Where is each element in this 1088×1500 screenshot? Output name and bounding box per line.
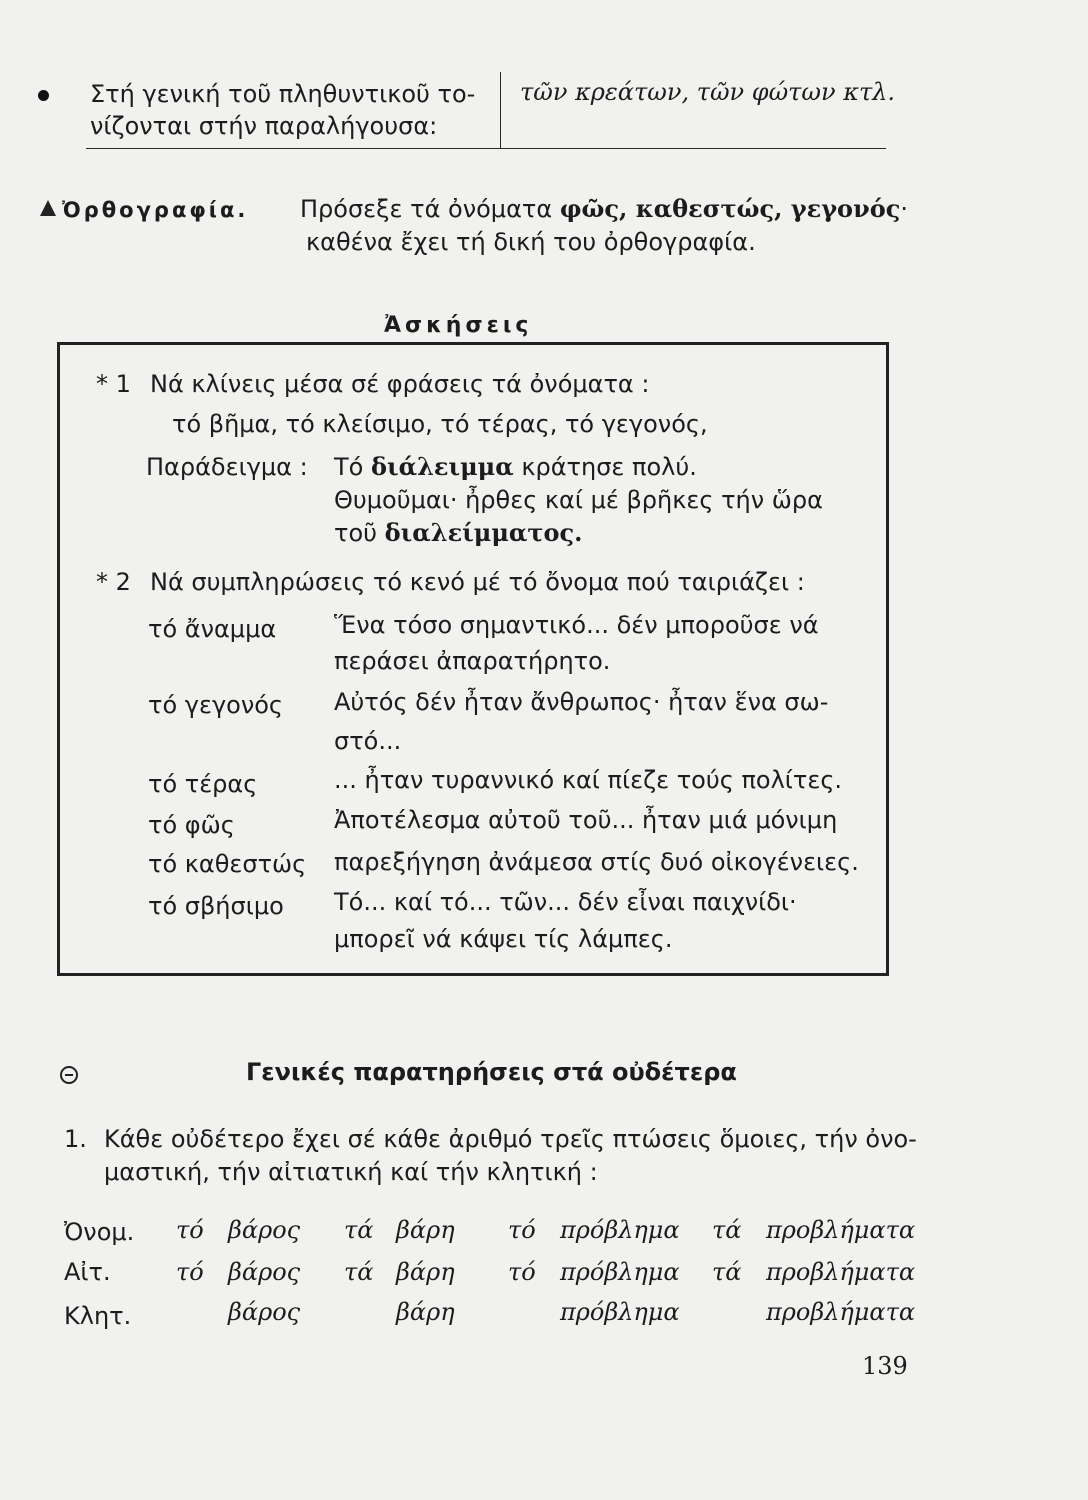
orthography-intro: Πρόσεξε τά ὀνόματα — [300, 195, 553, 223]
top-note-divider — [500, 72, 501, 148]
decl-noun-1-3: πρόβλημα — [560, 1258, 680, 1286]
orthography-line1-end: · — [900, 195, 908, 223]
decl-article-1-2: τά — [344, 1258, 374, 1286]
exercises-title: Ἀσκήσεις — [374, 312, 542, 340]
ex1-example-bold-2: διαλείμματος. — [384, 518, 583, 547]
ex2-text-8: μπορεῖ νά κάψει τίς λάμπες. — [334, 925, 673, 953]
decl-noun-2-4: προβλήματα — [766, 1298, 916, 1326]
bullet-icon — [38, 90, 49, 101]
page-number: 139 — [862, 1352, 908, 1380]
decl-noun-2-3: πρόβλημα — [560, 1298, 680, 1326]
ex1-example-bold: διάλειμμα — [370, 452, 514, 481]
ex2-word-6: τό καθεστώς — [148, 850, 307, 878]
general-p1-number: 1. — [64, 1125, 87, 1153]
decl-noun-0-1: βάρος — [228, 1216, 301, 1244]
ex2-text-6: παρεξήγηση ἀνάμεσα στίς δυό οἰκογένειες. — [334, 848, 859, 876]
ex2-text-4: ... ἦταν τυραννικό καί πίεζε τούς πολίτες. — [334, 766, 843, 794]
decl-noun-1-4: προβλήματα — [766, 1258, 916, 1286]
ex1-instruction: Νά κλίνεις μέσα σέ φράσεις τά ὀνόματα : — [150, 370, 650, 398]
decl-article-1-4: τά — [712, 1258, 742, 1286]
ex2-instruction: Νά συμπληρώσεις τό κενό μέ τό ὄνομα πού ταιριάζει : — [150, 568, 805, 596]
decl-noun-2-1: βάρος — [228, 1298, 301, 1326]
top-note-example: τῶν κρεάτων, τῶν φώτων κτλ. — [520, 78, 896, 106]
orthography-line2: καθένα ἔχει τή δική του ὀρθογραφία. — [306, 228, 756, 256]
ex2-text-1: περάσει ἀπαρατήρητο. — [334, 647, 611, 675]
ex1-example-line3 — [334, 519, 583, 547]
ex2-text-3: στό... — [334, 727, 402, 755]
decl-noun-0-2: βάρη — [396, 1216, 455, 1244]
ex2-word-4: τό τέρας — [148, 770, 258, 798]
ex1-example-line1-pre: Τό — [334, 453, 364, 481]
general-p1-line2: μαστική, τήν αἰτιατική καί τήν κλητική : — [104, 1158, 598, 1186]
decl-noun-0-3: πρόβλημα — [560, 1216, 680, 1244]
top-note-rule — [86, 148, 886, 149]
decl-article-0-1: τό — [176, 1216, 204, 1244]
ex2-word-7: τό σβήσιμο — [148, 892, 284, 920]
ex2-text-2: Αὐτός δέν ἦταν ἄνθρωπος· ἦταν ἕνα σω- — [334, 688, 829, 716]
theta-icon — [60, 1066, 78, 1084]
ex2-word-5: τό φῶς — [148, 811, 235, 839]
top-note-line2: νίζονται στήν παραλήγουσα: — [90, 112, 438, 140]
ex2-text-7: Τό... καί τό... τῶν... δέν εἶναι παιχνίδι· — [334, 888, 797, 916]
decl-article-0-2: τά — [344, 1216, 374, 1244]
ex2-word-2: τό γεγονός — [148, 691, 283, 719]
decl-noun-0-4: προβλήματα — [766, 1216, 916, 1244]
decl-noun-1-2: βάρη — [396, 1258, 455, 1286]
orthography-line1 — [300, 195, 908, 223]
top-note-line1: Στή γενική τοῦ πληθυντικοῦ το- — [90, 80, 476, 108]
decl-noun-1-1: βάρος — [228, 1258, 301, 1286]
ex1-example-line1-post: κράτησε πολύ. — [521, 453, 697, 481]
decl-article-1-3: τό — [508, 1258, 536, 1286]
ex1-number: * 1 — [96, 370, 131, 398]
ex1-example-line1 — [334, 453, 697, 481]
decl-article-1-1: τό — [176, 1258, 204, 1286]
ex1-example-label: Παράδειγμα : — [146, 453, 308, 481]
decl-article-0-4: τά — [712, 1216, 742, 1244]
ex1-example-line3-pre: τοῦ — [334, 519, 378, 547]
orthography-words: φῶς, καθεστώς, γεγονός — [559, 194, 901, 223]
decl-noun-2-2: βάρη — [396, 1298, 455, 1326]
ex2-word-0: τό ἄναμμα — [148, 615, 277, 643]
triangle-icon — [40, 200, 56, 216]
decl-case-0: Ὀνομ. — [64, 1218, 135, 1246]
decl-article-0-3: τό — [508, 1216, 536, 1244]
ex1-example-line2: Θυμοῦμαι· ἦρθες καί μέ βρῆκες τήν ὥρα — [334, 486, 823, 514]
decl-case-2: Κλητ. — [64, 1302, 132, 1330]
ex1-words: τό βῆμα, τό κλείσιμο, τό τέρας, τό γεγονός, — [172, 410, 708, 438]
orthography-label: Ὀρθογραφία. — [62, 198, 249, 222]
ex2-number: * 2 — [96, 568, 131, 596]
general-heading: Γενικές παρατηρήσεις στά οὐδέτερα — [246, 1058, 737, 1086]
ex2-text-5: Ἀποτέλεσμα αὐτοῦ τοῦ... ἦταν μιά μόνιμη — [334, 806, 838, 834]
decl-case-1: Αἰτ. — [64, 1258, 111, 1286]
ex2-text-0: Ἕνα τόσο σημαντικό... δέν μποροῦσε νά — [334, 611, 819, 639]
general-p1-line1: Κάθε οὐδέτερο ἔχει σέ κάθε ἀριθμό τρεῖς πτώσεις ὅμοιες, τήν ὀνο- — [104, 1125, 917, 1153]
